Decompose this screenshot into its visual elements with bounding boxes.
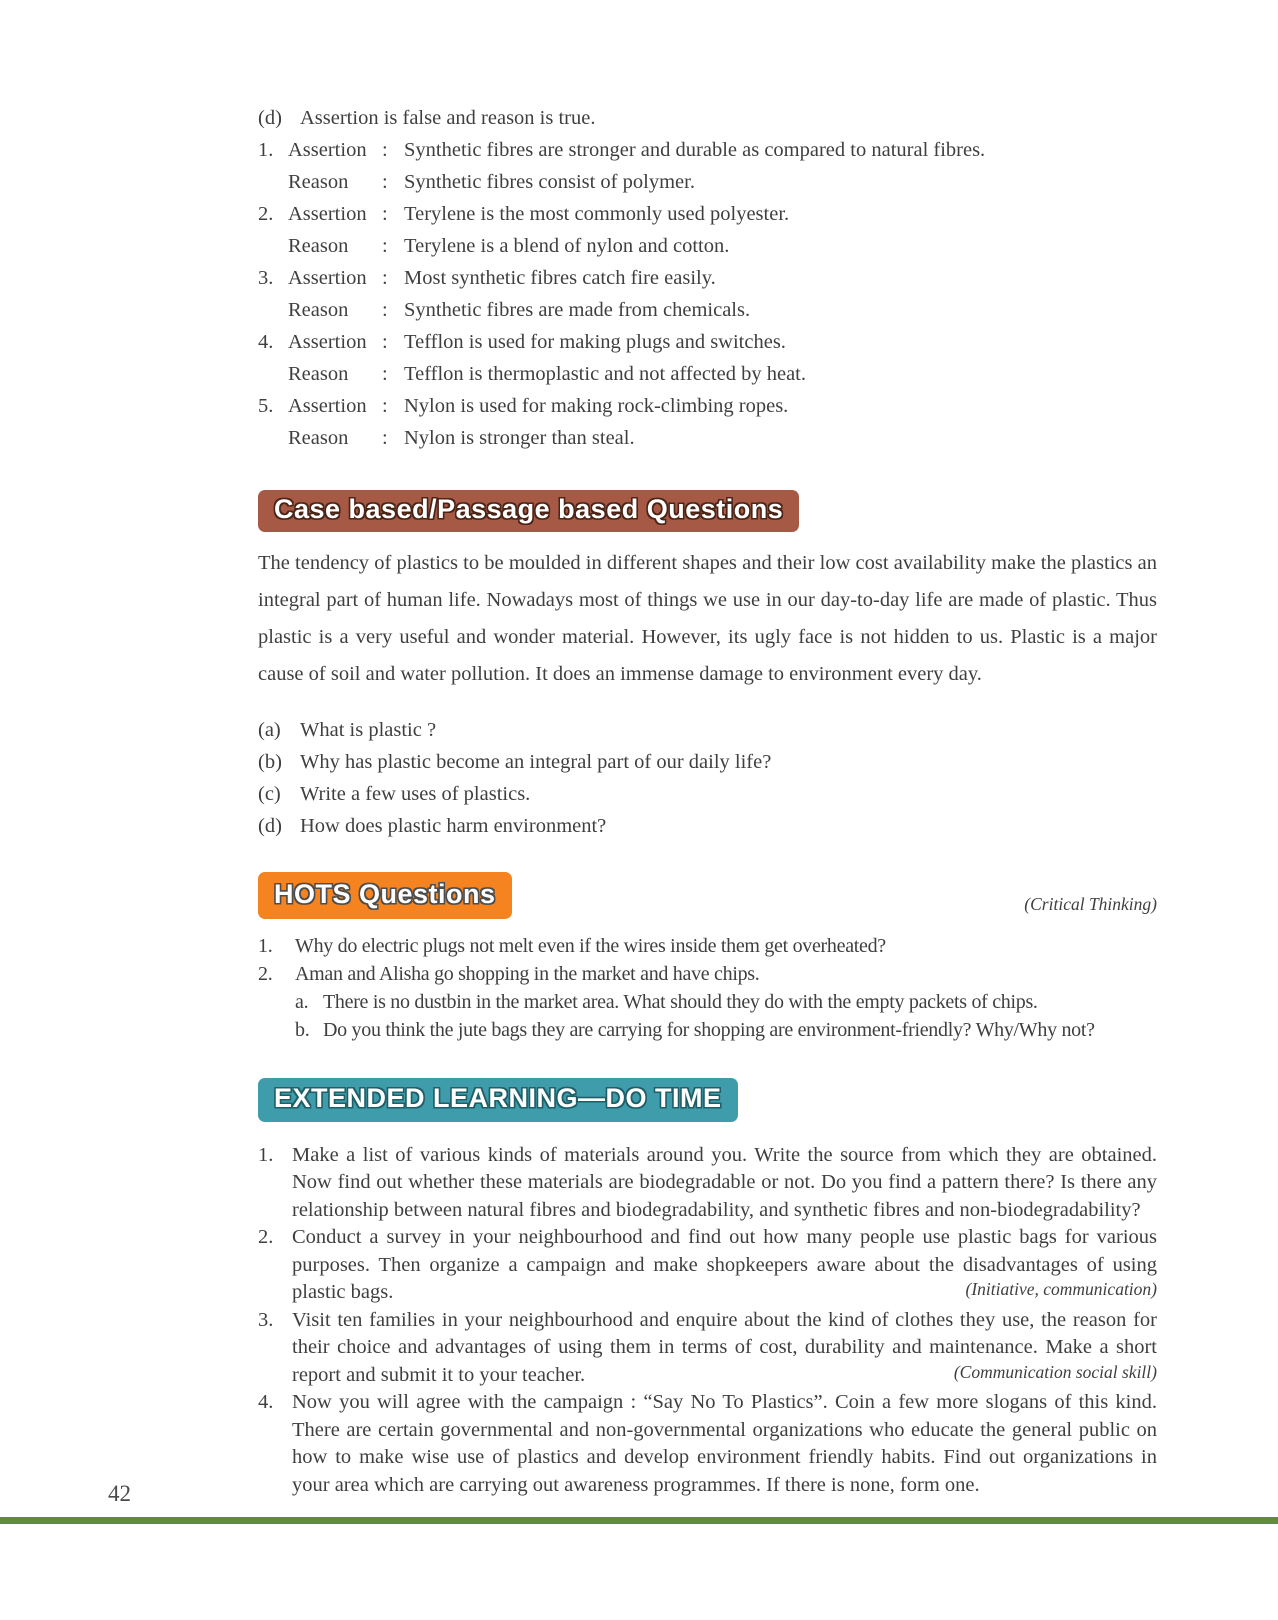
extended-learning-list	[258, 1142, 1157, 1500]
reason-text: Nylon is stronger than steal.	[404, 427, 635, 449]
question-text: Write a few uses of plastics.	[300, 782, 531, 805]
task-text: Conduct a survey in your neighbourhood and find out how many people use plastic bags for various purposes. Then organize a campaign and make shopkeepers aware about the disadvantages of using plastic bags.	[292, 1226, 1157, 1303]
page-content	[258, 102, 1157, 1499]
assertion-text: Most synthetic fibres catch fire easily.	[404, 267, 716, 289]
case-question	[258, 746, 1157, 778]
item-number: 2.	[258, 203, 274, 225]
assertion-text: Nylon is used for making rock-climbing ropes.	[404, 395, 789, 417]
case-based-banner: Case based/Passage based Questions	[258, 490, 799, 532]
hots-section	[258, 872, 1157, 1044]
question-text: Why has plastic become an integral part of our daily life?	[300, 750, 772, 773]
assertion-label: Assertion	[288, 203, 367, 225]
reason-text: Tefflon is thermoplastic and not affected by heat.	[404, 363, 806, 385]
assertion-text: Synthetic fibres are stronger and durable as compared to natural fibres.	[404, 139, 986, 161]
extended-task	[258, 1224, 1157, 1307]
task-text: Now you will agree with the campaign : “Say No To Plastics”. Coin a few more slogans of this kind. There are certain governmental and non-governmental organizations who educate the general public on how to make wise use of plastics and develop environment friendly habits. Find out organizations in your area which are carrying out awareness programmes. If there is none, form one.	[292, 1391, 1157, 1496]
extended-learning-banner: EXTENDED LEARNING—DO TIME	[258, 1078, 738, 1122]
colon: :	[382, 299, 388, 321]
reason-label: Reason	[288, 299, 349, 321]
reason-text: Synthetic fibres consist of polymer.	[404, 171, 695, 193]
skill-tag: (Initiative, communication)	[958, 1276, 1157, 1304]
reason-label: Reason	[288, 171, 349, 193]
skill-tag: (Communication social skill)	[946, 1359, 1157, 1387]
hots-subquestion	[295, 1016, 1157, 1044]
case-question	[258, 778, 1157, 810]
item-number-spacer	[258, 294, 288, 326]
item-number: 3.	[258, 1308, 274, 1331]
colon: :	[382, 235, 388, 257]
item-number: 2.	[258, 962, 273, 985]
item-number: 2.	[258, 1226, 274, 1248]
assertion-reason-section	[258, 102, 1157, 454]
footer-rule	[0, 1517, 1278, 1524]
item-number-spacer	[258, 422, 288, 454]
reason-row	[258, 422, 1157, 454]
hots-question-text: Aman and Alisha go shopping in the market and have chips.	[295, 962, 760, 985]
critical-thinking-tag: (Critical Thinking)	[1024, 893, 1157, 914]
question-label: (d)	[258, 814, 282, 837]
extended-task	[258, 1142, 1157, 1225]
hots-subquestion-text: Do you think the jute bags they are carrying for shopping are environment-friendly? Why/Why not?	[323, 1018, 1095, 1041]
colon: :	[382, 331, 388, 353]
reason-text: Synthetic fibres are made from chemicals.	[404, 299, 751, 321]
item-number: 1.	[258, 139, 274, 161]
case-passage: The tendency of plastics to be moulded in different shapes and their low cost availability make the plastics an integral part of human life. Nowadays most of things we use in our day-to-day life are made of plastic. Thus plastic is a very useful and wonder material. However, its ugly face is not hidden to us. Plastic is a major cause of soil and water pollution. It does an immense damage to environment every day.	[258, 552, 1157, 685]
colon: :	[382, 363, 388, 385]
assertion-row	[258, 198, 1157, 230]
question-label: (a)	[258, 718, 281, 741]
option-text: Assertion is false and reason is true.	[300, 107, 596, 129]
hots-banner: HOTS Questions	[258, 872, 512, 919]
item-number: 3.	[258, 267, 274, 289]
assertion-row	[258, 390, 1157, 422]
reason-label: Reason	[288, 235, 349, 257]
colon: :	[382, 267, 388, 289]
hots-subquestion-text: There is no dustbin in the market area. What should they do with the empty packets of chips.	[323, 990, 1038, 1013]
item-number-spacer	[258, 230, 288, 262]
extended-task	[258, 1389, 1157, 1499]
option-label: (d)	[258, 107, 282, 129]
hots-question-text: Why do electric plugs not melt even if the wires inside them get overheated?	[295, 934, 886, 957]
reason-label: Reason	[288, 363, 349, 385]
colon: :	[382, 139, 388, 161]
assertion-label: Assertion	[288, 331, 367, 353]
colon: :	[382, 203, 388, 225]
assertion-row	[258, 326, 1157, 358]
subitem-letter: a.	[295, 990, 309, 1013]
assertion-label: Assertion	[288, 139, 367, 161]
extended-learning-section	[258, 1044, 1157, 1500]
question-label: (c)	[258, 782, 281, 805]
colon: :	[382, 395, 388, 417]
assertion-row	[258, 262, 1157, 294]
hots-question	[258, 960, 1157, 988]
assertion-label: Assertion	[288, 267, 367, 289]
question-label: (b)	[258, 750, 282, 773]
item-number: 4.	[258, 331, 274, 353]
page-number: 42	[108, 1481, 131, 1506]
reason-row	[258, 358, 1157, 390]
item-number: 1.	[258, 934, 273, 957]
item-number: 4.	[258, 1391, 274, 1413]
reason-row	[258, 294, 1157, 326]
hots-banner-row	[258, 872, 1157, 919]
colon: :	[382, 171, 388, 193]
item-number-spacer	[258, 166, 288, 198]
item-number-spacer	[258, 358, 288, 390]
hots-subquestion	[295, 988, 1157, 1016]
case-based-section	[258, 454, 1157, 842]
option-d-line	[258, 102, 1157, 134]
reason-text: Terylene is a blend of nylon and cotton.	[404, 235, 730, 257]
task-text: Make a list of various kinds of materials around you. Write the source from which they are obtained. Now find out whether these materials are biodegradable or not. Do you find a pattern there? Is there any relationship between natural fibres and biodegradability, and synthetic fibres and non-biodegradability?	[292, 1143, 1157, 1221]
task-text: Visit ten families in your neighbourhood and enquire about the kind of clothes they use, the reason for their choice and advantages of using them in terms of cost, durability and maintenance. Make a short report and submit it to your teacher.	[292, 1308, 1157, 1386]
reason-row	[258, 166, 1157, 198]
colon: :	[382, 427, 388, 449]
reason-row	[258, 230, 1157, 262]
assertion-text: Tefflon is used for making plugs and switches.	[404, 331, 786, 353]
hots-question	[258, 932, 1157, 960]
assertion-label: Assertion	[288, 395, 367, 417]
item-number: 1.	[258, 1143, 274, 1166]
subitem-letter: b.	[295, 1018, 310, 1041]
case-question	[258, 810, 1157, 842]
extended-task	[258, 1307, 1157, 1390]
item-number: 5.	[258, 395, 274, 417]
assertion-text: Terylene is the most commonly used polyester.	[404, 203, 790, 225]
assertion-row	[258, 134, 1157, 166]
hots-list	[258, 932, 1157, 1044]
question-text: What is plastic ?	[300, 718, 437, 741]
question-text: How does plastic harm environment?	[300, 814, 607, 837]
reason-label: Reason	[288, 427, 349, 449]
case-question	[258, 714, 1157, 746]
